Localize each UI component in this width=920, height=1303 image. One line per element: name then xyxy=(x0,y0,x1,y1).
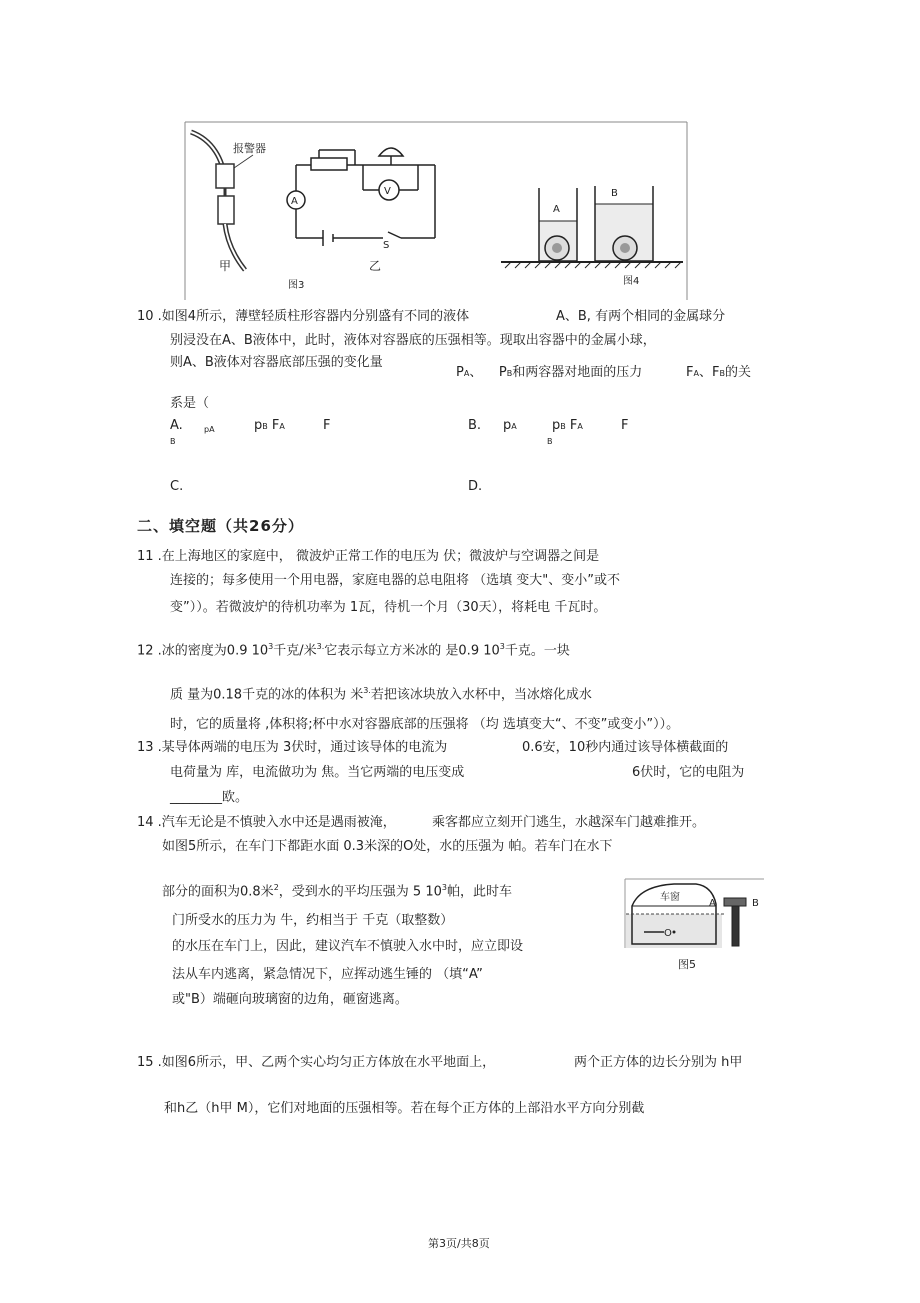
switch-label: S xyxy=(383,240,390,251)
label-yi: 乙 xyxy=(369,259,382,273)
q14-line2: 如图5所示，在车门下都距水面 0.3米深的O处，水的压强为 帕。若车门在水下 xyxy=(162,839,613,854)
q10-pb-text: 和两容器对地面的压力 xyxy=(512,365,643,380)
fig5-hammer-b: B xyxy=(752,898,759,909)
q10-option-b-f: F xyxy=(621,418,629,433)
q13-line2b: 6伏时，它的电阻为 xyxy=(632,765,745,780)
q10-option-b: B. xyxy=(468,418,482,433)
figure-5-caption: 图5 xyxy=(678,958,696,971)
q15-line1b: 两个正方体的边长分别为 h甲 xyxy=(574,1055,743,1070)
q12-line1: 12 .冰的密度为0.9 $10^3$千克/米$^{3.}$它表示每立方米冰的 是0.9 $10^3$千克。一块 xyxy=(137,642,570,659)
q14-line1b: 乘客都应立刻开门逃生，水越深车门越难推开。 xyxy=(432,815,706,830)
figure-3-4 xyxy=(183,120,689,302)
q10-pb-sub: B xyxy=(506,369,513,378)
q13-line2a: 电荷量为 库，电流做功为 焦。当它两端的电压变成 xyxy=(170,765,465,780)
q10-option-b-sub-b: B xyxy=(547,437,553,446)
alarm-label: 报警器 xyxy=(233,142,266,155)
q10-pb: P xyxy=(498,365,507,380)
q10-pressure-change: PA、 PB和两容器对地面的压力 xyxy=(456,365,643,380)
figure-5 xyxy=(624,878,766,974)
q14-line4: 门所受水的压力为 牛，约相当于 千克（取整数） xyxy=(172,913,454,928)
q10-pa-sub: A xyxy=(463,369,470,378)
fig5-hammer-a: A xyxy=(709,898,716,909)
fig5-point-o: O xyxy=(664,928,672,939)
q13-line3: ________欧。 xyxy=(170,790,249,805)
q10-fb-tail: 的关 xyxy=(724,365,751,380)
q11-line3: 变”））。若微波炉的待机功率为 1瓦，待机一个月（30天），将耗电 千瓦时。 xyxy=(170,600,607,615)
q10-line2: 别浸没在A、B液体中，此时，液体对容器底的压强相等。现取出容器中的金属小球， xyxy=(170,333,656,348)
figure-3-caption: 图3 xyxy=(288,280,305,291)
q15-line2: 和h乙（h甲 M），它们对地面的压强相等。若在每个正方体的上部沿水平方向分别截 xyxy=(164,1101,645,1116)
q15-line1a: 15 .如图6所示，甲、乙两个实心均匀正方体放在水平地面上， xyxy=(137,1055,496,1070)
q10-option-c: C. xyxy=(170,479,184,494)
q10-options-cd-clipped xyxy=(160,479,680,494)
q10-fa: F xyxy=(686,365,694,380)
circuit-diagram xyxy=(287,148,435,246)
q10-fb: 、F xyxy=(698,365,720,380)
q10-pa: P xyxy=(456,365,464,380)
q11-line2: 连接的；每多使用一个用电器，家庭电器的总电阻将 （选填 变大"、变小”或不 xyxy=(170,573,620,588)
q12-line2: 质 量为0.18千克的冰的体积为 米$^{3.}$若把该冰块放入水杯中，当冰熔化成水 xyxy=(170,686,592,703)
q14-line5: 的水压在车门上，因此，建议汽车不慎驶入水中时，应立即设 xyxy=(172,939,524,954)
q10-option-b-pa: pA xyxy=(503,418,517,433)
section-2-title: 二、填空题（共26分） xyxy=(137,517,304,535)
q10-fb-sub: B xyxy=(719,369,725,378)
containers-diagram xyxy=(501,186,683,268)
q10-line3: 则A、B液体对容器底部压强的变化量 xyxy=(170,355,383,370)
q10-line1a: 10 .如图4所示，薄壁轻质柱形容器内分别盛有不同的液体 xyxy=(137,309,470,324)
container-b-label: B xyxy=(611,188,618,199)
container-a-label: A xyxy=(553,204,560,215)
q10-line1b: A、B, 有两个相同的金属球分 xyxy=(556,309,726,324)
voltmeter-label: V xyxy=(384,186,391,197)
q12-line3: 时，它的质量将 ,体积将;杯中水对容器底部的压强将 （均 选填变大“、不变”或变小”））。 xyxy=(170,717,680,732)
q14-line1a: 14 .汽车无论是不慎驶入水中还是遇雨被淹， xyxy=(137,815,396,830)
q10-option-a-f: F xyxy=(323,418,331,433)
q10-line4: 系是（ xyxy=(170,396,210,411)
label-jia: 甲 xyxy=(219,259,232,273)
q14-line3: 部分的面积为0.8米$^2$，受到水的平均压强为 5 $10^3$帕，此时车 xyxy=(162,883,512,900)
q10-forces xyxy=(686,365,751,382)
ammeter-label: A xyxy=(291,196,298,207)
q10-option-d: D. xyxy=(468,479,483,494)
q10-fa-sub: A xyxy=(693,369,699,378)
q14-line6: 法从车内逃离，紧急情况下，应挥动逃生锤的 （填“A” xyxy=(172,967,483,982)
q13-line1a: 13 .某导体两端的电压为 3伏时，通过该导体的电流为 xyxy=(137,740,448,755)
page-number: 第3页/共8页 xyxy=(428,1237,490,1250)
figure-4-caption: 图4 xyxy=(623,276,640,287)
q13-line1b: 0.6安，10秒内通过该导体横截面的 xyxy=(522,740,729,755)
q10-option-a-pa: pA xyxy=(204,425,215,434)
q10-option-b-pb: pB FA xyxy=(552,418,583,433)
q11-line1: 11 .在上海地区的家庭中， 微波炉正常工作的电压为 伏；微波炉与空调器之间是 xyxy=(137,549,600,564)
q10-option-a-sub-b: B xyxy=(170,437,176,446)
fig5-window-label: 车窗 xyxy=(660,892,680,903)
q14-line7: 或"B）端砸向玻璃窗的边角，砸窗逃离。 xyxy=(172,992,408,1007)
q10-option-a: A. xyxy=(170,418,183,433)
q10-option-a-pb: pB FA xyxy=(254,418,285,433)
